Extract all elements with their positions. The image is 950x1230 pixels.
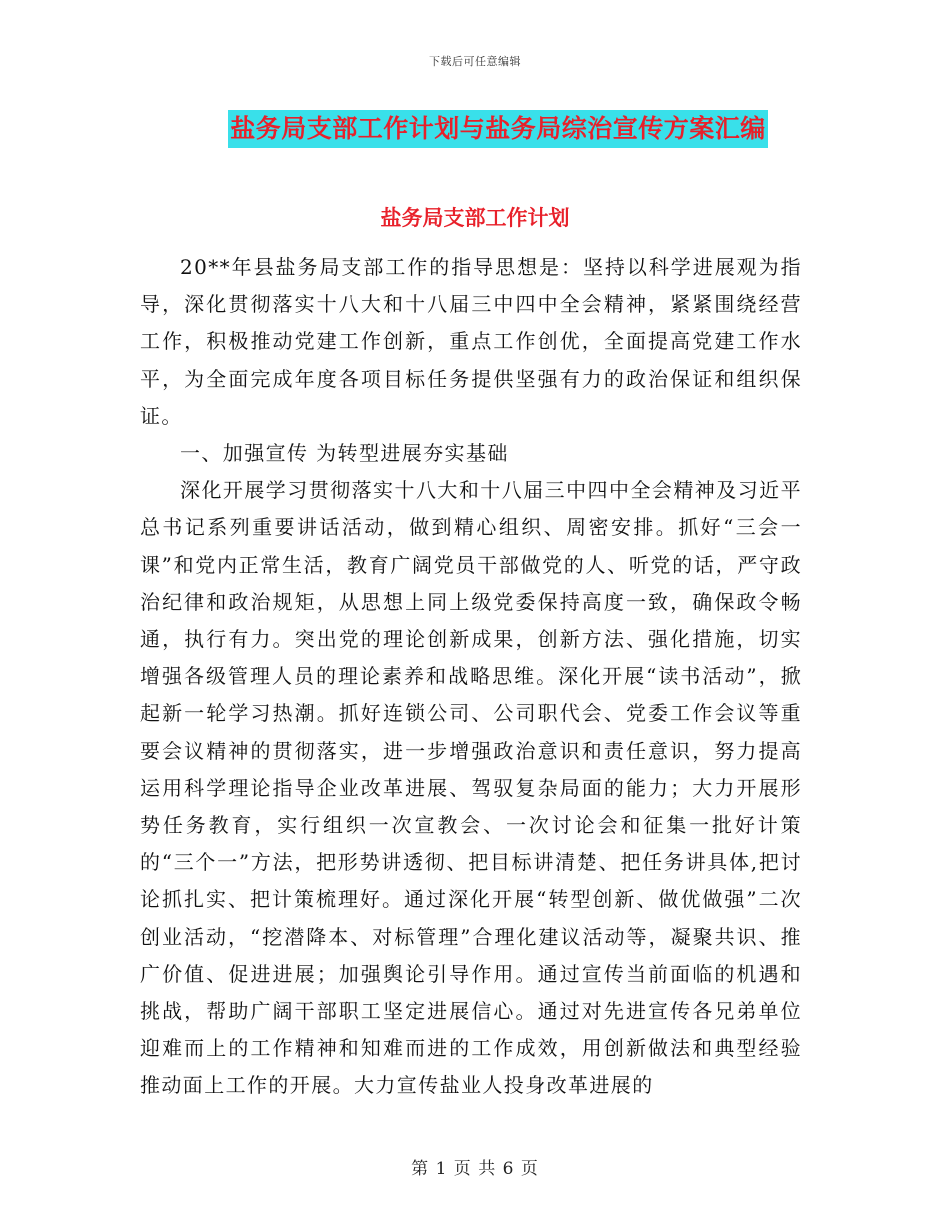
paragraph-body-1: 深化开展学习贯彻落实十八大和十八届三中四中全会精神及习近平总书记系列重要讲话活动，做到精心组织、周密安排。抓好“三会一课”和党内正常生活，教育广阔党员干部做党的人、听党的话，严守政治纪律和政治规矩，从思想上同上级党委保持高度一致，确保政令畅通，执行有力。突出党的理论创新成果，创新方法、强化措施，切实增强各级管理人员的理论素养和战略思维。深化开展“读书活动”，掀起新一轮学习热潮。抓好连锁公司、公司职代会、党委工作会议等重要会议精神的贯彻落实，进一步增强政治意识和责任意识，努力提高运用科学理论指导企业改革进展、驾驭复杂局面的能力；大力开展形势任务教育，实行组织一次宣教会、一次讨论会和征集一批好计策的“三个一”方法，把形势讲透彻、把目标讲清楚、把任务讲具体,把讨论抓扎实、把计策梳理好。通过深化开展“转型创新、做优做强”二次创业活动，“挖潜降本、对标管理”合理化建议活动等，凝聚共识、推广价值、促进进展；加强舆论引导作用。通过宣传当前面临的机遇和挑战，帮助广阔干部职工坚定进展信心。通过对先进宣传各兄弟单位迎难而上的工作精神和知难而进的工作成效，用创新做法和典型经验推动面上工作的开展。大力宣传盐业人投身改革进展的 (140, 478, 802, 1098)
document-main-title: 盐务局支部工作计划与盐务局综治宣传方案汇编 (228, 110, 768, 148)
section-title: 盐务局支部工作计划 (380, 205, 570, 230)
main-title-container (0, 110, 950, 148)
page-footer: 第 1 页 共 6 页 (411, 1159, 539, 1179)
paragraph-intro: 20**年县盐务局支部工作的指导思想是：坚持以科学进展观为指导，深化贯彻落实十八大和十八届三中四中全会精神，紧紧围绕经营工作，积极推动党建工作创新，重点工作创优，全面提高党建工作水平，为全面完成年度各项目标任务提供坚强有力的政治保证和组织保证。 (140, 255, 802, 428)
header-note: 下载后可任意编辑 (429, 55, 521, 68)
document-body (140, 249, 802, 1105)
paragraph-heading-1: 一、加强宣传 为转型进展夯实基础 (180, 441, 509, 466)
